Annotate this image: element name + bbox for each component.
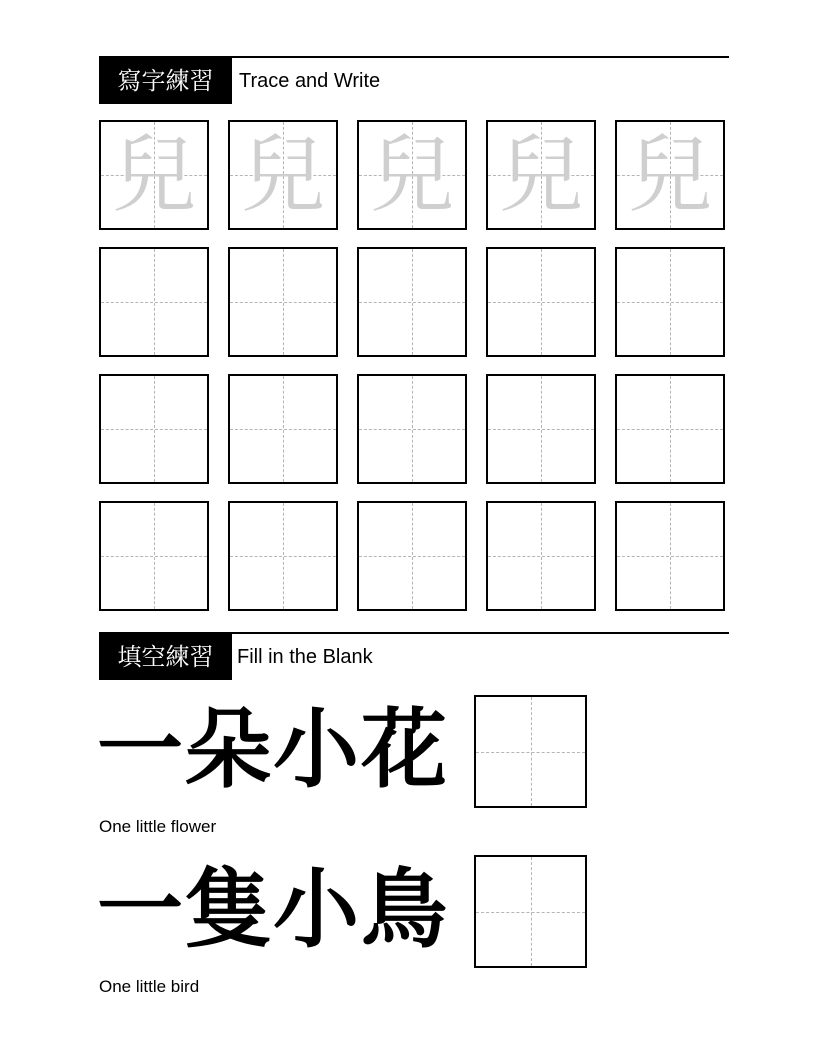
writing-box[interactable] [357, 247, 467, 357]
grid-guide [359, 302, 465, 303]
writing-box[interactable] [99, 501, 209, 611]
grid-guide [101, 556, 207, 557]
grid-guide [488, 429, 594, 430]
trace-box[interactable] [486, 120, 596, 230]
grid-guide [476, 752, 585, 753]
grid-guide [230, 302, 336, 303]
grid-guide [488, 302, 594, 303]
writing-box[interactable] [486, 501, 596, 611]
writing-box[interactable] [615, 374, 725, 484]
grid-guide [617, 429, 723, 430]
writing-box[interactable] [228, 501, 338, 611]
trace-section-header [99, 56, 729, 104]
grid-guide [230, 556, 336, 557]
blank-answer-box[interactable] [474, 695, 587, 808]
writing-box[interactable] [228, 247, 338, 357]
writing-box[interactable] [486, 247, 596, 357]
trace-box[interactable] [357, 120, 467, 230]
trace-box[interactable] [99, 120, 209, 230]
blank-answer-box[interactable] [474, 855, 587, 968]
phrase-translation: One little flower [99, 817, 217, 836]
writing-box[interactable] [615, 247, 725, 357]
trace-character: 兒 [369, 126, 454, 224]
writing-box[interactable] [99, 247, 209, 357]
trace-box[interactable] [615, 120, 725, 230]
writing-box[interactable] [228, 374, 338, 484]
trace-character: 兒 [240, 126, 325, 224]
grid-guide [476, 912, 585, 913]
writing-box[interactable] [357, 501, 467, 611]
writing-box[interactable] [99, 374, 209, 484]
grid-guide [359, 429, 465, 430]
grid-guide [488, 556, 594, 557]
fill-section-tag: 填空練習 [99, 634, 232, 680]
trace-box[interactable] [228, 120, 338, 230]
trace-character: 兒 [111, 126, 196, 224]
fill-section-subtitle: Fill in the Blank [237, 646, 373, 668]
grid-guide [617, 302, 723, 303]
grid-guide [359, 556, 465, 557]
trace-section-subtitle: Trace and Write [239, 70, 381, 92]
writing-box[interactable] [357, 374, 467, 484]
phrase-text: 一朵小花 [97, 699, 449, 800]
writing-box[interactable] [615, 501, 725, 611]
grid-guide [230, 429, 336, 430]
trace-section-tag: 寫字練習 [99, 58, 232, 104]
phrase-translation: One little bird [99, 977, 200, 996]
phrase-text: 一隻小鳥 [97, 859, 449, 960]
grid-guide [617, 556, 723, 557]
grid-guide [101, 302, 207, 303]
fill-section-header [99, 632, 729, 680]
grid-guide [101, 429, 207, 430]
trace-character: 兒 [627, 126, 712, 224]
writing-box[interactable] [486, 374, 596, 484]
trace-character: 兒 [498, 126, 583, 224]
